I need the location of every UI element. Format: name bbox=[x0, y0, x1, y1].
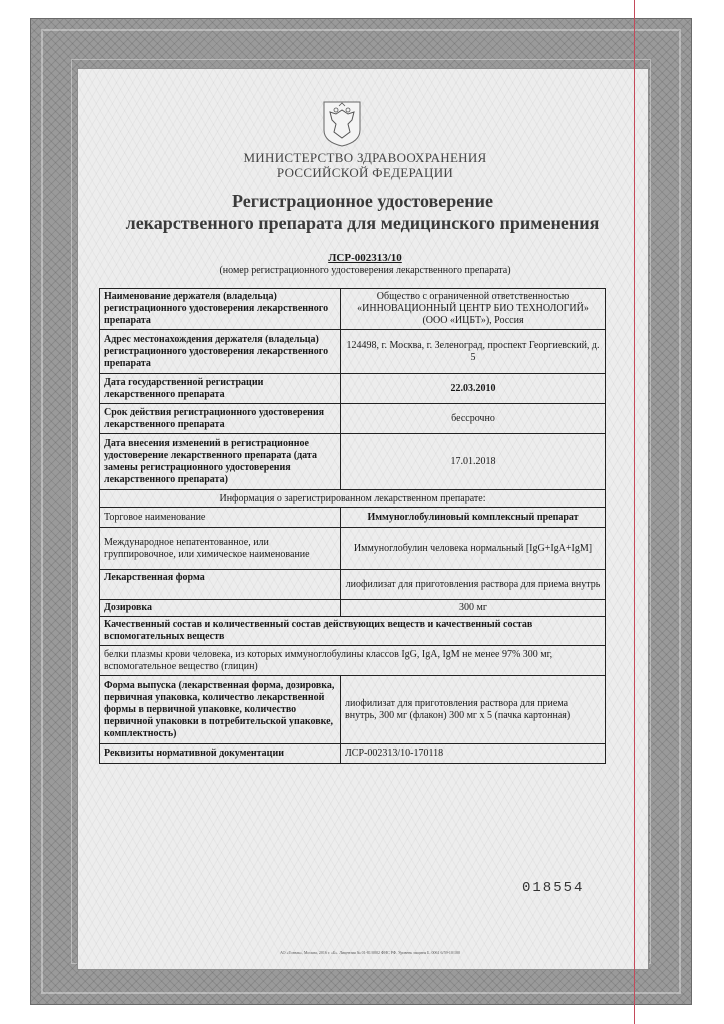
certificate-table bbox=[99, 288, 606, 764]
table-row bbox=[100, 374, 606, 404]
table-row bbox=[100, 528, 606, 570]
title-line-2: лекарственного препарата для медицинского применения bbox=[125, 213, 600, 233]
composition-heading: Качественный состав и количественный состав действующих веществ и качественный состав вспомогательных веществ bbox=[100, 617, 606, 646]
ministry-line-1: МИНИСТЕРСТВО ЗДРАВООХРАНЕНИЯ bbox=[243, 150, 487, 165]
table-row bbox=[100, 289, 606, 330]
row-label: Реквизиты нормативной документации bbox=[100, 744, 341, 764]
ministry-line-2: РОССИЙСКОЙ ФЕДЕРАЦИИ bbox=[276, 165, 454, 180]
row-label: Торговое наименование bbox=[100, 508, 341, 528]
table-row bbox=[100, 404, 606, 434]
table-row bbox=[100, 508, 606, 528]
row-value: 300 мг bbox=[341, 600, 606, 617]
row-label: Адрес местонахождения держателя (владельца) регистрационного удостоверения лекарственного препарата bbox=[100, 330, 341, 374]
table-row bbox=[100, 646, 606, 676]
row-label: Лекарственная форма bbox=[100, 570, 341, 600]
composition-text: белки плазмы крови человека, из которых иммуноглобулины классов IgG, IgA, IgM не менее 97% 300 мг, вспомогательное вещество (глицин) bbox=[100, 646, 606, 676]
registration-number: ЛСР-002313/10 bbox=[328, 252, 402, 264]
table-row bbox=[100, 570, 606, 600]
registration-date: 22.03.2010 bbox=[341, 374, 606, 404]
table-row bbox=[100, 617, 606, 646]
row-value: бессрочно bbox=[341, 404, 606, 434]
row-value: Общество с ограниченной ответственностью «ИННОВАЦИОННЫЙ ЦЕНТР БИО ТЕХНОЛОГИЙ» (ООО «ИЦБТ»), Россия bbox=[341, 289, 606, 330]
row-value: лиофилизат для приготовления раствора для приема внутрь bbox=[341, 570, 606, 600]
row-label: Дата государственной регистрации лекарственного препарата bbox=[100, 374, 341, 404]
serial-number: 018554 bbox=[522, 880, 585, 896]
row-label: Форма выпуска (лекарственная форма, дозировка, первичная упаковка, количество лекарственной формы в первичной упаковке, количество первичной упаковки в потребительской упаковке, комплектность) bbox=[100, 676, 341, 744]
registration-number-caption: (номер регистрационного удостоверения лекарственного препарата) bbox=[219, 265, 511, 276]
info-heading: Информация о зарегистрированном лекарственном препарате: bbox=[100, 490, 606, 508]
row-label: Наименование держателя (владельца) регистрационного удостоверения лекарственного препарата bbox=[100, 289, 341, 330]
row-label: Международное непатентованное, или группировочное, или химическое наименование bbox=[100, 528, 341, 570]
row-value: Иммуноглобулин человека нормальный [IgG+IgA+IgM] bbox=[341, 528, 606, 570]
table-row bbox=[100, 434, 606, 490]
margin-line bbox=[634, 0, 635, 1024]
table-row bbox=[100, 744, 606, 764]
normative-value: ЛСР-002313/10-170118 bbox=[341, 744, 606, 764]
title-line-1: Регистрационное удостоверение bbox=[232, 191, 493, 211]
info-heading-row bbox=[100, 490, 606, 508]
table-row bbox=[100, 330, 606, 374]
row-value: 124498, г. Москва, г. Зеленоград, проспект Георгиевский, д. 5 bbox=[341, 330, 606, 374]
row-label: Дата внесения изменений в регистрационное удостоверение лекарственного препарата (дата замены регистрационного удостоверения лекарственного препарата) bbox=[100, 434, 341, 490]
release-form-value: лиофилизат для приготовления раствора для приема внутрь, 300 мг (флакон) 300 мг х 5 (пачка картонная) bbox=[341, 676, 606, 744]
trade-name: Иммуноглобулиновый комплексный препарат bbox=[341, 508, 606, 528]
document-title bbox=[100, 190, 625, 234]
row-label: Дозировка bbox=[100, 600, 341, 617]
coat-of-arms-icon bbox=[320, 100, 364, 148]
row-label: Срок действия регистрационного удостоверения лекарственного препарата bbox=[100, 404, 341, 434]
table-row bbox=[100, 676, 606, 744]
printer-imprint: АО «Гознак», Москва, 2016 г. «Б». Лицензия № 01-81/0002 ФНС РФ. Уровень защиты Б. 0061 6/59-10/100 bbox=[279, 950, 461, 955]
table-row bbox=[100, 600, 606, 617]
row-value: 17.01.2018 bbox=[341, 434, 606, 490]
ministry-header bbox=[120, 150, 610, 180]
